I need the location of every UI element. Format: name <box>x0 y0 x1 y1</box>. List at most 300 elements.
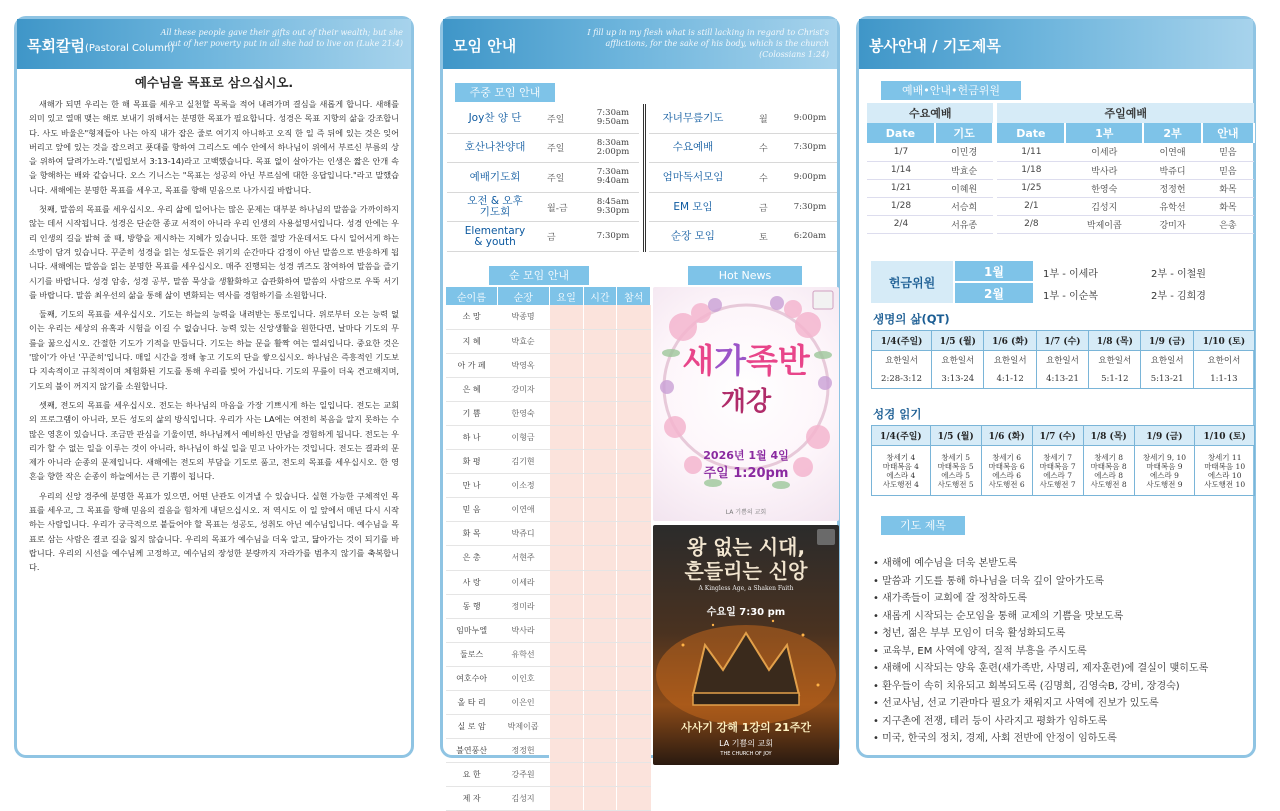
sun-guide: 화목 <box>1202 179 1254 197</box>
reading-cell <box>1134 446 1195 496</box>
reading-line: 에스라 10 <box>1207 470 1242 480</box>
soon-table <box>446 287 651 811</box>
soon-blank-cell <box>583 377 617 401</box>
qt-day: 1/6 (화) <box>984 331 1036 351</box>
soon-name: 은 혜 <box>446 377 497 401</box>
soon-row <box>446 329 651 353</box>
soon-leader: 강주원 <box>497 763 549 787</box>
soon-leader: 박제이콥 <box>497 715 549 739</box>
soon-blank-cell <box>617 353 651 377</box>
qt-book: 요한일서 <box>872 351 932 370</box>
soon-col-name: 순이름 <box>446 287 497 305</box>
meeting-row <box>447 193 639 223</box>
worship-row <box>867 143 1254 161</box>
col-sun-date: Date <box>997 123 1065 143</box>
soon-blank-cell <box>549 570 583 594</box>
meeting-row <box>447 163 639 193</box>
meeting-time: 9:00pm <box>793 112 827 123</box>
qt-book: 요한일서 <box>1089 351 1141 370</box>
wed-date: 1/28 <box>867 197 935 215</box>
soon-blank-cell <box>617 618 651 642</box>
soon-blank-cell <box>583 666 617 690</box>
col-wed-prayer: 기도 <box>935 123 994 143</box>
reading-line: 마태복음 4 <box>882 461 919 471</box>
soon-row <box>446 787 651 811</box>
soon-blank-cell <box>583 691 617 715</box>
soon-name: 불연풍산 <box>446 739 497 763</box>
meeting-time: 7:30pm <box>793 142 827 153</box>
meeting-name: Elementary & youth <box>464 224 526 248</box>
offering-committee <box>871 261 1251 303</box>
prayer-item: • 새가족들이 교회에 잘 정착하도록 <box>873 590 1253 608</box>
worship-row <box>867 179 1254 197</box>
soon-row <box>446 642 651 666</box>
bible-reading-table <box>871 425 1255 496</box>
soon-leader: 김기현 <box>497 450 549 474</box>
soon-leader: 박영옥 <box>497 353 549 377</box>
prayer-item: • 새해에 시작되는 양육 훈련(새가족반, 사명리, 제자훈련)에 결실이 맺히도록 <box>873 660 1253 678</box>
qt-verse: 3:13-24 <box>932 370 984 389</box>
wed-prayer: 이민경 <box>935 143 994 161</box>
reading-cell <box>1195 446 1255 496</box>
bible-reading-title: 성경 읽기 <box>873 407 922 421</box>
meeting-name: 수요예배 <box>672 141 714 154</box>
soon-name: 임마누엘 <box>446 618 497 642</box>
soon-row <box>446 377 651 401</box>
sermon-paragraph: 첫째, 말씀의 목표를 세우십시오. 우리 삶에 일어나는 많은 문제는 대부분 하나님의 말씀을 가까이하지 않는 데서 시작됩니다. 성경은 단순한 종교 서적이 아니라 우리 인생의 사용설명서입니다. 성경 안에는 우리 인생의 길을 밝혀 줄 때, 방향을 제시하는 지혜가 있습니다. 또한 절망 가운데서도 다시 일어서게 하는 소망이 담겨 있습니다. 꾸준히 성경을 읽는 성도들은 위기의 순간마다 감정이 아닌 말씀으로 반응하게 됩니다. 새해에는 말씀을 읽는 분명한 목표를 세우십시오. 매주 진행되는 성경 퀴즈도 참여하여 말씀을 즐기시기를 바랍니다. 성경 암송, 성경 공부, 말씀 묵상을 생활화하고 습관화하여 말씀의 사람으로 우뚝 서기를 바랍니다. 말씀 최우선의 삶을 통해 삶이 변화되는 역사를 경험하기를 소원합니다. <box>29 204 399 300</box>
sun-guide: 믿음 <box>1202 143 1254 161</box>
soon-name: 기 쁨 <box>446 401 497 425</box>
sun-date: 1/18 <box>997 161 1065 179</box>
reading-line: 창세기 5 <box>941 452 971 462</box>
sun-date: 1/25 <box>997 179 1065 197</box>
soon-row <box>446 546 651 570</box>
soon-blank-cell <box>549 642 583 666</box>
soon-name: 사 랑 <box>446 570 497 594</box>
meeting-day: 월-금 <box>547 203 568 214</box>
prayer-item: • 청년, 젊은 부부 모임이 더욱 활성화되도록 <box>873 625 1253 643</box>
qt-book: 요한일서 <box>984 351 1036 370</box>
poster2-time: 수요일 7:30 pm <box>706 607 786 618</box>
soon-blank-cell <box>617 377 651 401</box>
meeting-day: 월 <box>759 114 768 125</box>
worship-row <box>867 197 1254 215</box>
soon-leader: 이은인 <box>497 691 549 715</box>
prayer-item: • 새롭게 시작되는 순모임을 통해 교제의 기쁨을 맛보도록 <box>873 608 1253 626</box>
soon-leader: 이인호 <box>497 666 549 690</box>
sun-second: 정정헌 <box>1143 179 1202 197</box>
soon-blank-cell <box>617 305 651 329</box>
soon-col-attend: 참석 <box>617 287 651 305</box>
soon-blank-cell <box>549 739 583 763</box>
reading-line: 창세기 4 <box>886 452 916 462</box>
sun-first: 이세라 <box>1065 143 1143 161</box>
qt-day: 1/7 (수) <box>1036 331 1088 351</box>
soon-blank-cell <box>583 642 617 666</box>
sermon-paragraph: 둘째, 기도의 목표를 세우십시오. 기도는 하늘의 능력을 내려받는 통로입니다. 위로부터 오는 능력 없이는 우리는 세상의 유혹과 시험을 이길 수 없습니다. 능력 있는 신앙생활을 원한다면, 날마다 기도의 무릎을 꿇으십시오. 간절한 기도가 기적을 만듭니다. 기도는 하늘 문을 활짝 여는 열쇠입니다. 중요한 것은 '많이'가 아닌 '꾸준히'입니다. 매일 시간을 정해 놓고 기도의 단을 쌓으십시오. 하나님은 즉흥적인 기도보다 지속적이고 규칙적이며 체험화된 기도를 통해 우리를 빚어 가십니다. 기도의 무릎이 더욱 견고해지며, 기도의 불이 꺼지지 않기를 소원합니다. <box>29 309 399 391</box>
poster2-series: 사사기 강해 1강의 21주간 <box>680 721 812 734</box>
new-family-class-poster[interactable] <box>653 287 839 521</box>
soon-blank-cell <box>617 450 651 474</box>
reading-line: 마태복음 5 <box>937 461 974 471</box>
soon-blank-cell <box>549 401 583 425</box>
prayer-item: • 선교사님, 선교 기관마다 필요가 채워지고 사역에 진보가 있도록 <box>873 695 1253 713</box>
service-title: 봉사안내 / 기도제목 <box>869 37 1001 55</box>
soon-blank-cell <box>617 474 651 498</box>
prayer-item: • 환우들이 속히 치유되고 회복되도록 (김명희, 김영숙B, 강비, 장경숙) <box>873 678 1253 696</box>
reading-cell <box>981 446 1032 496</box>
offering-label: 헌금위원 <box>871 261 953 303</box>
meeting-time: 8:30am 2:00pm <box>596 137 630 157</box>
reading-line: 마태복음 9 <box>1146 461 1183 471</box>
wed-prayer: 이혜원 <box>935 179 994 197</box>
soon-row <box>446 401 651 425</box>
soon-leader: 이소정 <box>497 474 549 498</box>
soon-blank-cell <box>583 570 617 594</box>
soon-blank-cell <box>549 715 583 739</box>
soon-row <box>446 739 651 763</box>
pastoral-verse: All these people gave their gifts out of their wealth; but she out of her poverty put in all she had to live on (Luke 21:4) <box>160 28 403 48</box>
soon-name: 지 혜 <box>446 329 497 353</box>
meeting-name: 엄마독서모임 <box>662 170 724 183</box>
qt-day: 1/9 (금) <box>1141 331 1193 351</box>
qt-day: 1/4(주일) <box>872 331 932 351</box>
soon-row <box>446 666 651 690</box>
soon-blank-cell <box>617 691 651 715</box>
soon-row <box>446 474 651 498</box>
meeting-day: 수 <box>759 144 768 155</box>
soon-blank-cell <box>549 450 583 474</box>
soon-leader: 정미라 <box>497 594 549 618</box>
prayer-topics-list <box>873 555 1253 748</box>
soon-col-day: 요일 <box>549 287 583 305</box>
meeting-name: 호산나찬양대 <box>464 141 526 154</box>
reading-line: 에스라 7 <box>1043 470 1073 480</box>
soon-row <box>446 618 651 642</box>
qt-day: 1/5 (월) <box>932 331 984 351</box>
worship-row <box>867 215 1254 233</box>
wed-prayer: 서승희 <box>935 197 994 215</box>
meeting-name: Joy찬 양 단 <box>468 111 522 124</box>
soon-leader: 강미자 <box>497 377 549 401</box>
col-wed-date: Date <box>867 123 935 143</box>
prayer-item: • 지구촌에 전쟁, 테러 등이 사라지고 평화가 임하도록 <box>873 713 1253 731</box>
meeting-row <box>649 163 837 193</box>
soon-blank-cell <box>617 739 651 763</box>
sun-guide: 은총 <box>1202 215 1254 233</box>
qt-day: 1/8 (목) <box>1089 331 1141 351</box>
pastoral-column-panel <box>14 16 414 758</box>
soon-blank-cell <box>617 570 651 594</box>
soon-name: 요 한 <box>446 763 497 787</box>
reading-line: 창세기 8 <box>1094 452 1124 462</box>
meeting-day: 주일 <box>547 144 565 155</box>
meeting-time: 9:00pm <box>793 171 827 182</box>
poster2-org: LA 기쁨의 교회 THE CHURCH OF JOY <box>719 739 773 757</box>
col-sun-second: 2부 <box>1143 123 1202 143</box>
offering-first: 1부 - 이순복 <box>1043 291 1098 302</box>
reading-cell <box>930 446 981 496</box>
soon-blank-cell <box>583 425 617 449</box>
offering-second: 2부 - 김희경 <box>1151 291 1206 302</box>
sermon-paragraph: 우리의 신앙 경주에 분명한 목표가 있으면, 어떤 난관도 이겨낼 수 있습니다. 실현 가능한 구체적인 목표를 세우고, 그 목표를 향해 믿음의 걸음을 힘차게 내딛으십시오. 저 역시도 이 일 앞에서 매년 다시 시작하는 사람입니다. 우리가 궁극적으로 붙들어야 할 목표는 성공도, 성취도 아닌 예수님입니다. 예수님을 목표로 삼는 사람은 결코 길을 잃지 않습니다. 우리의 목표가 예수님을 더욱 알고, 닮아가는 것이 되기를 바랍니다. 우리의 시선을 예수님께 고정하고, 예수님의 장성한 분량까지 자라가를 범추지 않기를 축복합니다. <box>29 490 399 573</box>
soon-blank-cell <box>549 666 583 690</box>
offering-month: 2월 <box>955 283 1033 303</box>
qt-verse: 5:13-21 <box>1141 370 1193 389</box>
meeting-name: 자녀무릎기도 <box>662 111 724 124</box>
reading-day: 1/5 (월) <box>930 426 981 446</box>
soon-row <box>446 450 651 474</box>
reading-line: 사도행전 9 <box>1146 479 1183 489</box>
meeting-time: 7:30am 9:40am <box>596 167 630 187</box>
sun-second: 강미자 <box>1143 215 1202 233</box>
soon-blank-cell <box>549 474 583 498</box>
soon-leader: 정정헌 <box>497 739 549 763</box>
meeting-day: 금 <box>759 203 768 214</box>
soon-name: 동 행 <box>446 594 497 618</box>
judges-series-poster[interactable] <box>653 525 839 765</box>
soon-blank-cell <box>583 787 617 811</box>
poster2-english: A Kingless Age, a Shaken Faith <box>698 585 794 592</box>
soon-blank-cell <box>583 618 617 642</box>
meeting-row <box>649 104 837 134</box>
reading-cell <box>1032 446 1083 496</box>
meetings-panel <box>440 16 840 804</box>
meeting-row <box>447 104 639 134</box>
meeting-day: 금 <box>547 233 556 244</box>
reading-line: 창세기 11 <box>1207 452 1242 462</box>
soon-blank-cell <box>549 498 583 522</box>
column-divider <box>643 104 646 252</box>
reading-line: 사도행전 4 <box>882 479 919 489</box>
soon-blank-cell <box>549 594 583 618</box>
service-prayer-panel <box>856 16 1256 758</box>
soon-blank-cell <box>617 666 651 690</box>
pastoral-title: 목회칼럼(Pastoral Column) <box>27 37 175 55</box>
worship-row <box>867 161 1254 179</box>
soon-name: 실 로 암 <box>446 715 497 739</box>
qt-verse: 1:1-13 <box>1193 370 1254 389</box>
soon-blank-cell <box>549 787 583 811</box>
reading-line: 사도행전 5 <box>937 479 974 489</box>
soon-name: 여호수아 <box>446 666 497 690</box>
soon-col-leader: 순장 <box>497 287 549 305</box>
soon-blank-cell <box>549 618 583 642</box>
soon-row <box>446 763 651 787</box>
reading-line: 에스라 6 <box>992 470 1022 480</box>
soon-leader: 한영숙 <box>497 401 549 425</box>
reading-day: 1/7 (수) <box>1032 426 1083 446</box>
meeting-row <box>447 134 639 164</box>
meeting-name: 순장 모임 <box>671 230 715 243</box>
poster1-time: 주일 1:20pm <box>703 466 789 481</box>
soon-leader: 박효순 <box>497 329 549 353</box>
sermon-paragraph: 셋째, 전도의 목표를 세우십시오. 전도는 하나님의 마음을 가장 기쁘시게 하는 일입니다. 전도는 교회의 프로그램이 아니라, 모든 성도의 삶의 방식입니다. 우리가 사는 LA에는 여전히 복음을 알지 못하는 수많은 영혼이 있습니다. 조금만 관심을 기울이면, 하나님께서 예비하신 만남을 경험하게 됩니다. 전도는 우리가 할 수 없는 일을 이루는 것이 아니라, 하나님이 하실 일을 믿고 나아가는 것입니다. 전도는 결과의 문제가 아니라 순종의 문제입니다. 새해에는 전도의 부담을 기도로 품고, 전도의 목표를 세우십시오. 한 영혼을 향한 작은 순종이 하늘에서는 큰 기쁨이 됩니다. <box>29 399 399 482</box>
soon-blank-cell <box>617 498 651 522</box>
reading-line: 사도행전 8 <box>1090 479 1127 489</box>
reading-cell <box>1083 446 1134 496</box>
qt-book: 요한일서 <box>932 351 984 370</box>
soon-blank-cell <box>583 546 617 570</box>
soon-blank-cell <box>583 401 617 425</box>
soon-leader: 박종명 <box>497 305 549 329</box>
soon-leader: 이연애 <box>497 498 549 522</box>
meeting-time: 7:30am 9:50am <box>596 108 630 128</box>
reading-line: 창세기 9, 10 <box>1142 452 1187 462</box>
wed-prayer: 박효순 <box>935 161 994 179</box>
soon-name: 만 나 <box>446 474 497 498</box>
soon-blank-cell <box>583 329 617 353</box>
soon-blank-cell <box>549 353 583 377</box>
soon-row <box>446 498 651 522</box>
col-sun-guide: 안내 <box>1202 123 1254 143</box>
meeting-time: 7:30pm <box>793 201 827 212</box>
soon-name: 하 나 <box>446 425 497 449</box>
soon-name: 소 망 <box>446 305 497 329</box>
qt-verse: 4:13-21 <box>1036 370 1088 389</box>
meeting-row <box>649 222 837 252</box>
soon-leader: 이형금 <box>497 425 549 449</box>
offering-second: 2부 - 이철원 <box>1151 269 1206 280</box>
wed-prayer: 서유종 <box>935 215 994 233</box>
pastoral-banner <box>17 19 411 69</box>
soon-row <box>446 570 651 594</box>
soon-leader: 김성지 <box>497 787 549 811</box>
wed-date: 1/14 <box>867 161 935 179</box>
soon-blank-cell <box>549 425 583 449</box>
sun-date: 1/11 <box>997 143 1065 161</box>
soon-row <box>446 691 651 715</box>
soon-row <box>446 594 651 618</box>
sun-date: 2/1 <box>997 197 1065 215</box>
soon-name: 화 목 <box>446 522 497 546</box>
soon-blank-cell <box>583 474 617 498</box>
reading-line: 에스라 5 <box>941 470 971 480</box>
sun-first: 한영숙 <box>1065 179 1143 197</box>
qt-table <box>871 330 1255 389</box>
meeting-row <box>447 222 639 252</box>
poster1-title: 새가족반 <box>682 341 810 380</box>
reading-line: 사도행전 6 <box>988 479 1025 489</box>
meeting-row <box>649 193 837 223</box>
poster1-org: LA 기쁨의 교회 <box>725 509 767 516</box>
offering-first: 1부 - 이세라 <box>1043 269 1098 280</box>
soon-blank-cell <box>583 763 617 787</box>
soon-leader: 박사라 <box>497 618 549 642</box>
soon-blank-cell <box>617 329 651 353</box>
soon-name: 화 평 <box>446 450 497 474</box>
reading-line: 마태복음 7 <box>1039 461 1076 471</box>
soon-blank-cell <box>617 546 651 570</box>
reading-cell <box>872 446 931 496</box>
soon-blank-cell <box>583 522 617 546</box>
soon-row <box>446 522 651 546</box>
qt-day: 1/10 (토) <box>1193 331 1254 351</box>
sun-worship-header: 주일예배 <box>997 103 1254 123</box>
meeting-day: 주일 <box>547 173 565 184</box>
qt-book: 요한일서 <box>1036 351 1088 370</box>
soon-blank-cell <box>617 425 651 449</box>
soon-blank-cell <box>549 763 583 787</box>
prayer-item: • 새해에 예수님을 더욱 본받도록 <box>873 555 1253 573</box>
weekly-meetings-right <box>649 104 837 252</box>
soon-blank-cell <box>583 739 617 763</box>
poster1-subtitle: 개강 <box>720 387 772 417</box>
meeting-time: 8:45am 9:30pm <box>596 197 630 217</box>
sun-second: 이연애 <box>1143 143 1202 161</box>
sun-first: 박사라 <box>1065 161 1143 179</box>
reading-line: 창세기 7 <box>1043 452 1073 462</box>
soon-blank-cell <box>617 522 651 546</box>
soon-leader: 서현주 <box>497 546 549 570</box>
reading-line: 에스라 4 <box>886 470 916 480</box>
sermon-body <box>29 97 399 580</box>
qt-verse: 2:28-3:12 <box>872 370 932 389</box>
reading-line: 마태복음 10 <box>1204 461 1246 471</box>
soon-blank-cell <box>549 329 583 353</box>
reading-day: 1/4(주일) <box>872 426 931 446</box>
wed-date: 2/4 <box>867 215 935 233</box>
sunday-meetings-header: 주중 모임 안내 <box>455 83 555 102</box>
meetings-banner <box>443 19 837 69</box>
reading-line: 마태복음 6 <box>988 461 1025 471</box>
soon-blank-cell <box>583 450 617 474</box>
soon-row <box>446 353 651 377</box>
poster2-title: 왕 없는 시대, 흔들리는 신앙 <box>684 535 808 583</box>
qt-verse: 4:1-12 <box>984 370 1036 389</box>
meeting-day: 수 <box>759 173 768 184</box>
qt-title: 생명의 삶(QT) <box>873 312 950 326</box>
prayer-item: • 교육부, EM 사역에 양적, 질적 부흥을 주시도록 <box>873 643 1253 661</box>
soon-blank-cell <box>549 522 583 546</box>
poster1-date: 2026년 1월 4일 <box>703 449 789 462</box>
meeting-day: 토 <box>759 233 768 244</box>
reading-line: 마태복음 8 <box>1090 461 1127 471</box>
soon-row <box>446 715 651 739</box>
reading-day: 1/6 (화) <box>981 426 1032 446</box>
soon-blank-cell <box>617 594 651 618</box>
weekly-meetings-left <box>447 104 639 252</box>
soon-blank-cell <box>617 401 651 425</box>
reading-day: 1/9 (금) <box>1134 426 1195 446</box>
meeting-name: EM 모임 <box>673 200 713 213</box>
soon-name: 둘로스 <box>446 642 497 666</box>
hot-news-header: Hot News <box>688 266 802 285</box>
soon-row <box>446 425 651 449</box>
soon-name: 아 가 페 <box>446 353 497 377</box>
soon-name: 은 총 <box>446 546 497 570</box>
meeting-time: 7:30pm <box>596 231 630 242</box>
qt-book: 요한이서 <box>1193 351 1254 370</box>
reading-day: 1/8 (목) <box>1083 426 1134 446</box>
soon-leader: 박쥬디 <box>497 522 549 546</box>
soon-name: 제 자 <box>446 787 497 811</box>
meeting-name: 오전 & 오후 기도회 <box>467 195 523 219</box>
soon-leader: 유학선 <box>497 642 549 666</box>
soon-blank-cell <box>583 305 617 329</box>
col-sun-first: 1부 <box>1065 123 1143 143</box>
sun-guide: 믿음 <box>1202 161 1254 179</box>
wed-date: 1/21 <box>867 179 935 197</box>
soon-name: 올 타 리 <box>446 691 497 715</box>
soon-blank-cell <box>549 691 583 715</box>
meetings-verse: I fill up in my flesh what is still lacking in regard to Christ's afflictions, for the sake of his body, which is the church (Colossians 1:24) <box>587 28 829 59</box>
meeting-time: 6:20am <box>793 231 827 242</box>
soon-name: 믿 음 <box>446 498 497 522</box>
soon-col-time: 시간 <box>583 287 617 305</box>
sun-guide: 화목 <box>1202 197 1254 215</box>
sermon-paragraph: 새해가 되면 우리는 한 해 목표를 세우고 실천할 목록을 적어 내려가며 결심을 새롭게 합니다. 새해를 의미 있고 열매 맺는 해로 보내기 위해서는 분명한 목표가 필요합니다. 성경은 목표 지향의 삶을 강조합니다. 사도 바울은"형제들아 나는 아직 내가 잡은 줄로 여기지 아니하고 오직 한 일 즉 뒤에 있는 것은 잊어버리고 앞에 있는 것을 잡으려고 푯대를 향하여 그리스도 예수 안에서 하나님이 위에서 부르신 부름의 상을 위하여 달려가노라."(빌립보서 3:13-14)라고 고백했습니다. 목표 없이 살아가는 인생은 짧은 안개 속을 향해하는 배와 같습니다. 오스 기니스는 "목표는 성공의 아닌 부르심에 대한 응답입니다."라고 말했습니다. 새해에는 분명한 목표를 세우고, 목표를 향해 믿음으로 나가시길 바랍니다. <box>29 99 399 195</box>
